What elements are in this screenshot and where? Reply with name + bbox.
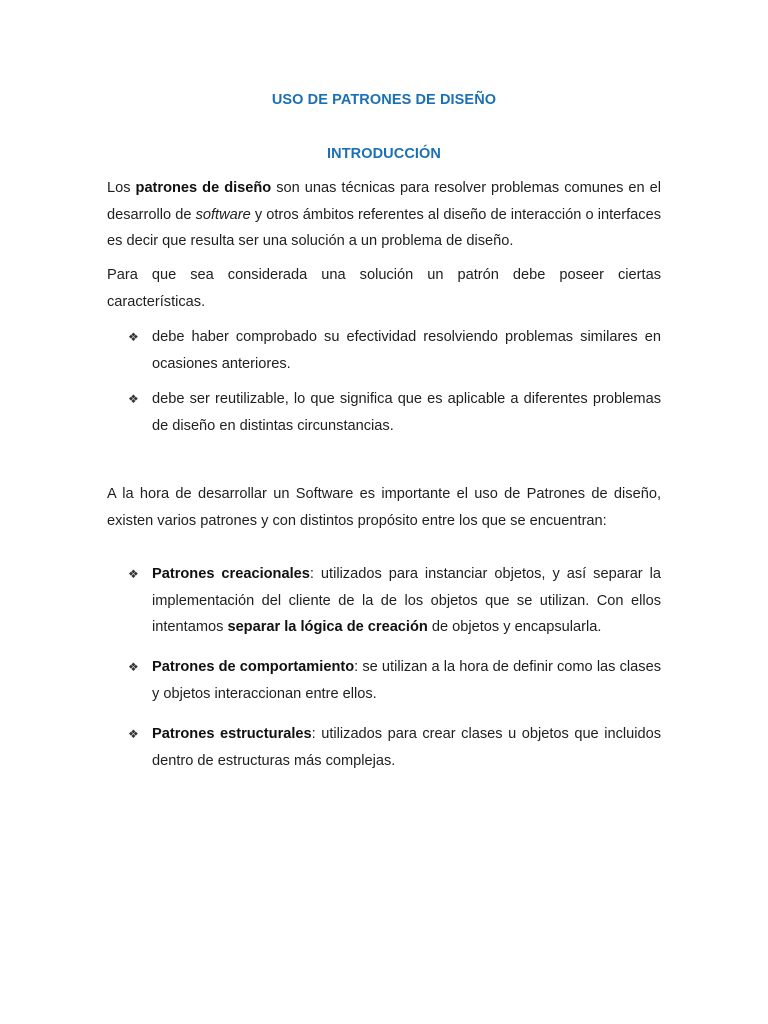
document-title: USO DE PATRONES DE DISEÑO — [271, 92, 497, 108]
intro-text-b: son unas técnicas para resolver problemas comunes en el desarrollo de — [107, 180, 661, 223]
list-item-text — [152, 721, 661, 774]
intro-paragraph — [107, 175, 661, 255]
list-item — [128, 386, 661, 439]
list-item-text: debe ser reutilizable, lo que significa que es aplicable a diferentes problemas de diseño en distintas circunstancias. — [152, 391, 661, 434]
list-item-text: debe haber comprobado su efectividad resolviendo problemas similares en ocasiones anteriores. — [152, 329, 661, 372]
list-item — [128, 654, 661, 707]
list-item-text — [152, 654, 661, 707]
list-item — [128, 721, 661, 774]
diamond-bullet-icon: ❖ — [128, 392, 139, 406]
pattern-name: Patrones creacionales — [152, 566, 310, 582]
pattern-desc: : utilizados para crear clases u objetos que incluidos dentro de estructuras más complejas. — [152, 726, 661, 769]
list-item — [128, 324, 661, 377]
intro-bold-term: patrones de diseño — [135, 180, 272, 196]
pattern-desc: : se utilizan a la hora de definir como las clases y objetos interaccionan entre ellos. — [152, 659, 661, 702]
diamond-bullet-icon: ❖ — [128, 727, 139, 741]
section-heading-introduccion: INTRODUCCIÓN — [327, 146, 441, 162]
pattern-name: Patrones de comportamiento — [152, 659, 355, 675]
patterns-intro-paragraph: A la hora de desarrollar un Software es importante el uso de Patrones de diseño, existen varios patrones y con distintos propósito entre los que se encuentran: — [107, 486, 661, 529]
intro-italic-term: software — [195, 206, 251, 223]
pattern-name: Patrones estructurales — [152, 726, 312, 742]
pattern-bold-phrase: separar la lógica de creación — [227, 619, 428, 636]
list-item-text — [152, 561, 661, 641]
list-item — [128, 561, 661, 641]
intro-text-c: y otros ámbitos referentes al diseño de interacción o interfaces es decir que resulta ser una solución a un problema de diseño. — [107, 206, 661, 250]
diamond-bullet-icon: ❖ — [128, 330, 139, 344]
pattern-desc-end: de objetos y encapsularla. — [427, 619, 602, 636]
pattern-desc: : utilizados para instanciar objetos, y así separar la implementación del cliente de la de los objetos que se utilizan. Con ellos intentamos — [152, 566, 662, 636]
diamond-bullet-icon: ❖ — [128, 567, 139, 581]
diamond-bullet-icon: ❖ — [128, 660, 139, 674]
intro-text-a: Los — [107, 180, 136, 196]
characteristics-paragraph: Para que sea considerada una solución un patrón debe poseer ciertas características. — [107, 267, 661, 310]
